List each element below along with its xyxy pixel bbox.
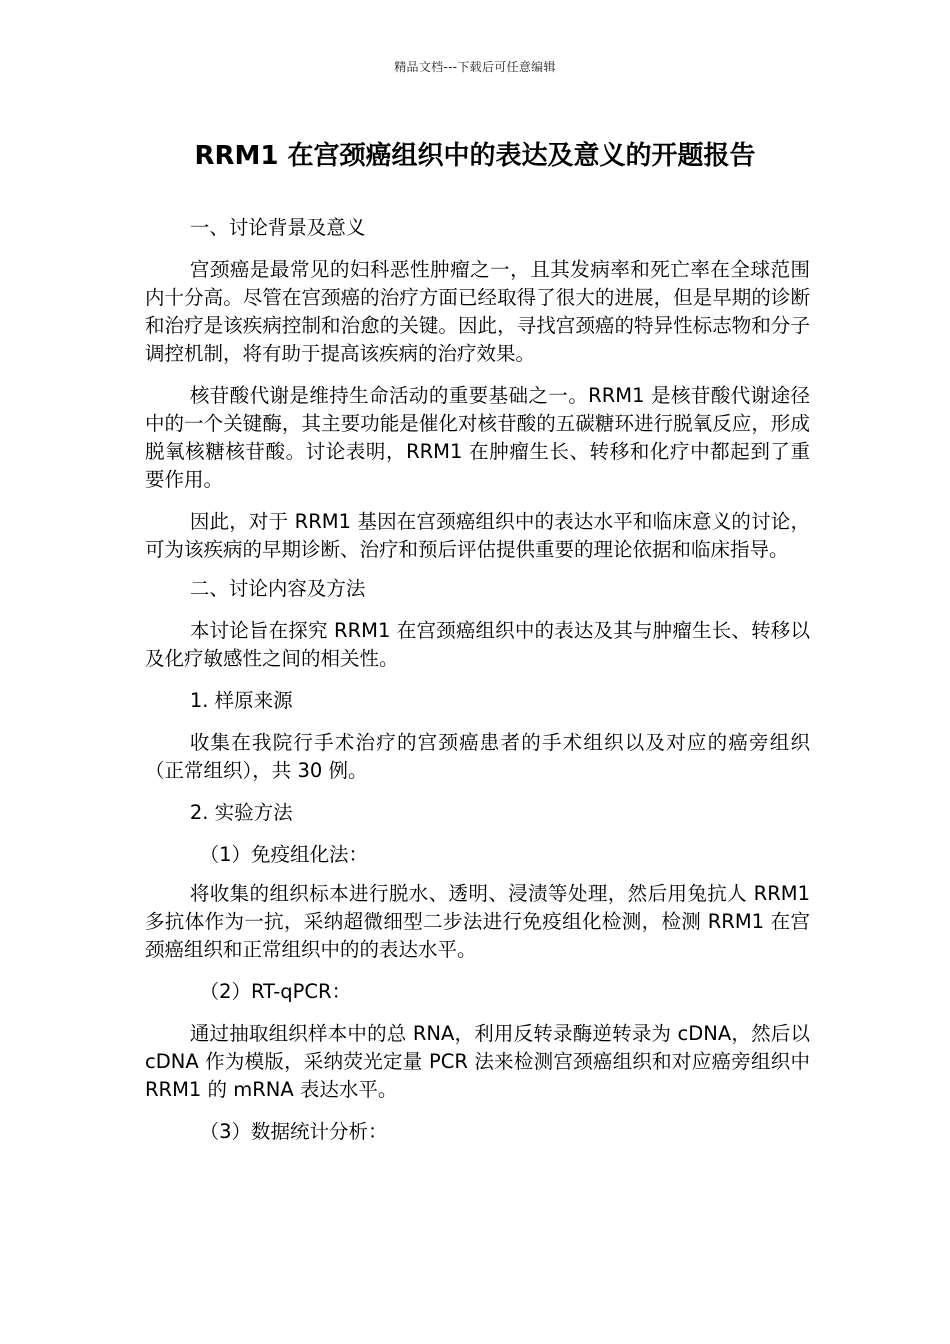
section-heading-methods: 二、讨论内容及方法 — [189, 577, 366, 600]
subheading-rt-qpcr: （2）RT-qPCR： — [199, 980, 352, 1003]
subheading-sample-source: 1. 样原来源 — [189, 689, 293, 712]
paragraph-study-aim: 本讨论旨在探究 RRM1 在宫颈癌组织中的表达及其与肿瘤生长、转移以及化疗敏感性之间的相关性。 — [145, 619, 810, 670]
paragraph-significance: 因此，对于 RRM1 基因在宫颈癌组织中的表达水平和临床意义的讨论，可为该疾病的早期诊断、治疗和预后评估提供重要的理论依据和临床指导。 — [145, 510, 810, 561]
header-note: 精品文档---下载后可任意编辑 — [394, 60, 556, 74]
paragraph-cervical-cancer: 宫颈癌是最常见的妇科恶性肿瘤之一，且其发病率和死亡率在全球范围内十分高。尽管在宫颈癌的治疗方面已经取得了很大的进展，但是早期的诊断和治疗是该疾病控制和治愈的关键。因此，寻找宫颈癌的特异性标志物和分子调控机制，将有助于提高该疾病的治疗效果。 — [145, 258, 810, 365]
paragraph-immunohistochemistry: 将收集的组织标本进行脱水、透明、浸渍等处理，然后用兔抗人 RRM1 多抗体作为一抗，采纳超微细型二步法进行免疫组化检测，检测 RRM1 在宫颈癌组织和正常组织中的的表达水平。 — [145, 882, 810, 961]
subheading-immunohistochemistry: （1）免疫组化法： — [199, 843, 369, 866]
paragraph-rt-qpcr: 通过抽取组织样本中的总 RNA，利用反转录酶逆转录为 cDNA，然后以 cDNA 作为模版，采纳荧光定量 PCR 法来检测宫颈癌组织和对应癌旁组织中 RRM1 的 mRNA 表达水平。 — [145, 1022, 810, 1101]
subheading-statistics: （3）数据统计分析： — [199, 1120, 388, 1143]
paragraph-sample-collection: 收集在我院行手术治疗的宫颈癌患者的手术组织以及对应的癌旁组织（正常组织），共 30 例。 — [145, 731, 810, 782]
paragraph-nucleotide-metabolism: 核苷酸代谢是维持生命活动的重要基础之一。RRM1 是核苷酸代谢途径中的一个关键酶，其主要功能是催化对核苷酸的五碳糖环进行脱氧反应，形成脱氧核糖核苷酸。讨论表明，RRM1 在肿瘤生长、转移和化疗中都起到了重要作用。 — [145, 384, 810, 491]
document-title: RRM1 在宫颈癌组织中的表达及意义的开题报告 — [194, 141, 756, 171]
subheading-experimental-methods: 2. 实验方法 — [189, 801, 293, 824]
document-body — [145, 214, 810, 1153]
section-heading-background: 一、讨论背景及意义 — [189, 216, 366, 239]
